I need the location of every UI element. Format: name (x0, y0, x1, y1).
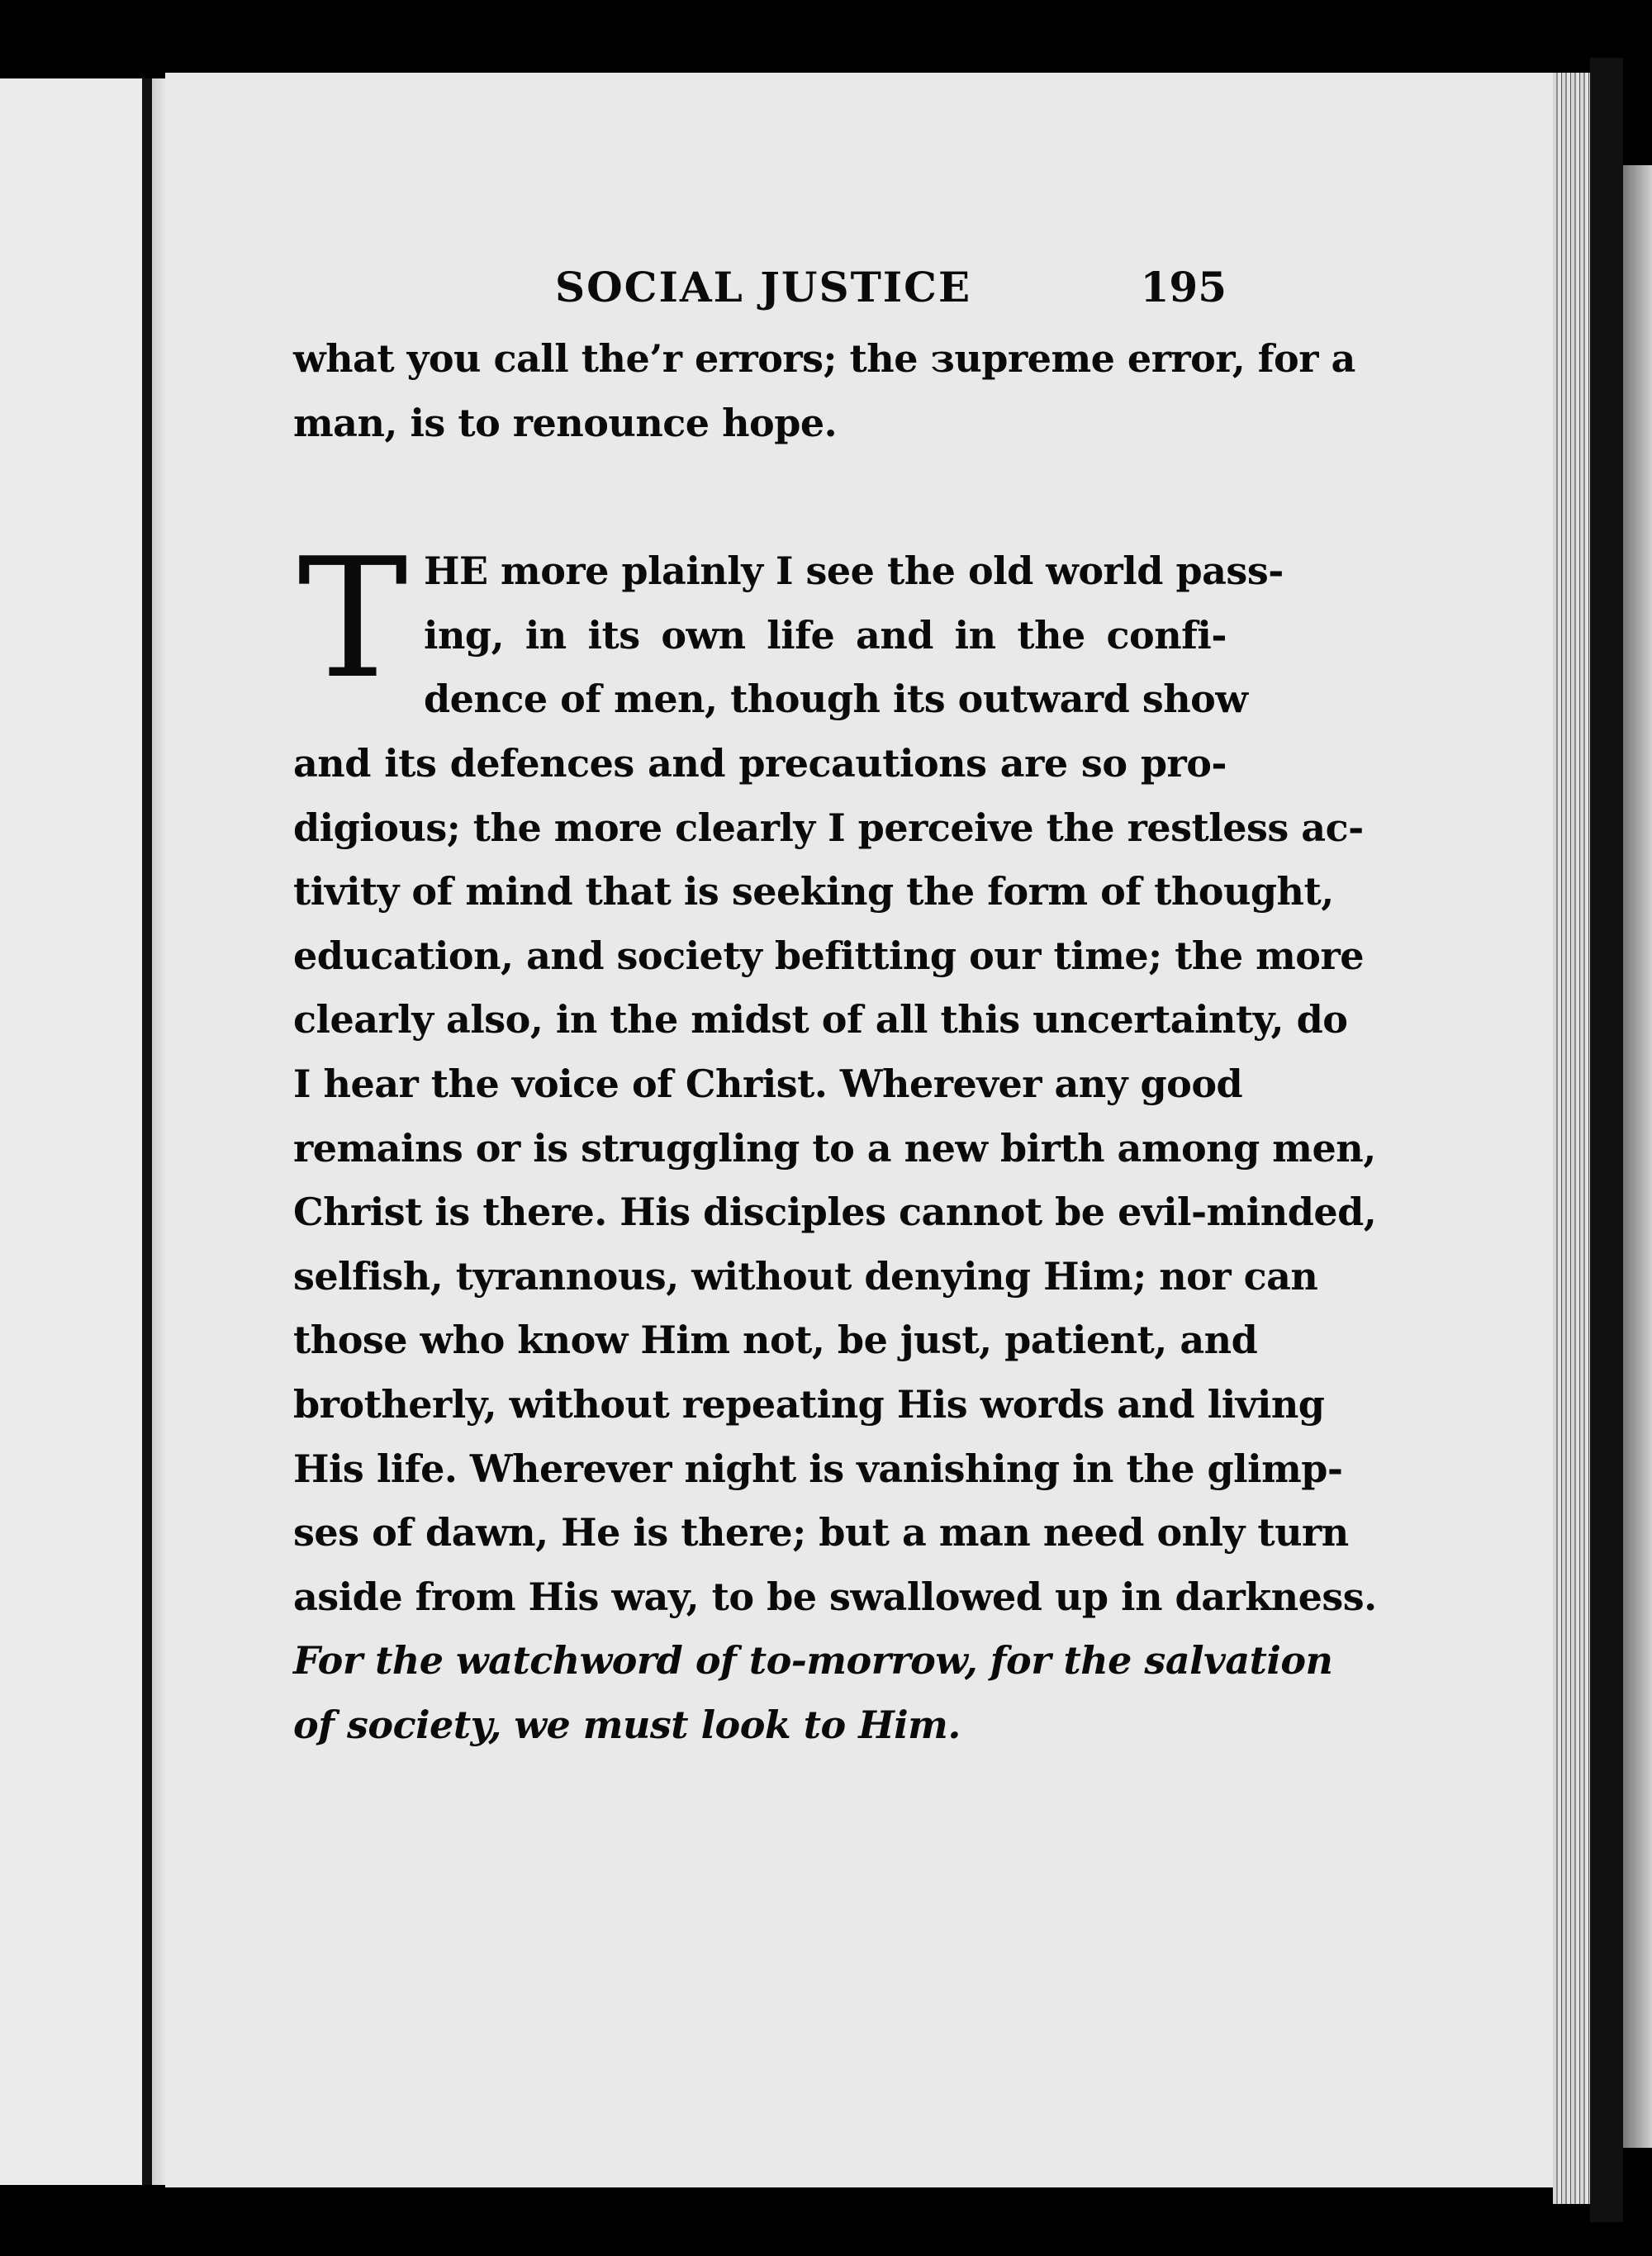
book-spine (142, 78, 152, 2185)
book-cover-edge (1590, 58, 1623, 2222)
paragraph (293, 523, 1377, 1757)
text-line: His life. Wherever night is vanishing in the glimp- (293, 1446, 1343, 1491)
text-line: brotherly, without repeating His words and living (293, 1381, 1325, 1427)
page-content (293, 263, 1377, 1757)
text-line: clearly also, in the midst of all this uncertainty, do (293, 997, 1348, 1043)
text-line: education, and society befitting our time; the more (293, 933, 1364, 978)
facing-page-edge (0, 78, 142, 2185)
italic-text-line: For the watchword of to-morrow, for the salvation (293, 1638, 1333, 1684)
text-line: selfish, tyrannous, without denying Him; nor can (293, 1253, 1318, 1299)
page-number: 195 (1140, 263, 1227, 311)
text-line: ing, in its own life and in the confi- (424, 612, 1227, 658)
paragraph-gap (293, 455, 1227, 539)
page-gutter (152, 78, 165, 2185)
text-line: man, is to renounce hope. (293, 400, 838, 445)
text-line: dence of men, though its outward show (424, 677, 1248, 722)
text-line: what you call the’r errors; the зupreme error, for a (293, 336, 1355, 381)
text-line: ses of dawn, He is there; but a man need only turn (293, 1510, 1349, 1555)
text-line: HE more plainly I see the old world pass- (424, 549, 1284, 594)
text-line: and its defences and precautions are so pro- (293, 740, 1227, 786)
text-line: I hear the voice of Christ. Wherever any good (293, 1061, 1243, 1106)
italic-text-line: of society, we must look to Him. (293, 1702, 961, 1747)
text-line: Christ is there. His disciples cannot be evil-minded, (293, 1190, 1377, 1235)
page-header (293, 263, 1227, 312)
page-stack-edges (1553, 73, 1590, 2204)
text-line: tivity of mind that is seeking the form of thought, (293, 869, 1334, 914)
running-head: SOCIAL JUSTICE (555, 263, 972, 311)
text-line: those who know Him not, be just, patient, and (293, 1318, 1258, 1363)
text-line: digious; the more clearly I perceive the restless ac- (293, 805, 1364, 850)
drop-cap: T (297, 523, 408, 716)
text-line: remains or is struggling to a new birth among men, (293, 1125, 1376, 1171)
scanner-edge (1623, 165, 1652, 2148)
text-line: aside from His way, to be swallowed up in darkness. (293, 1574, 1377, 1619)
